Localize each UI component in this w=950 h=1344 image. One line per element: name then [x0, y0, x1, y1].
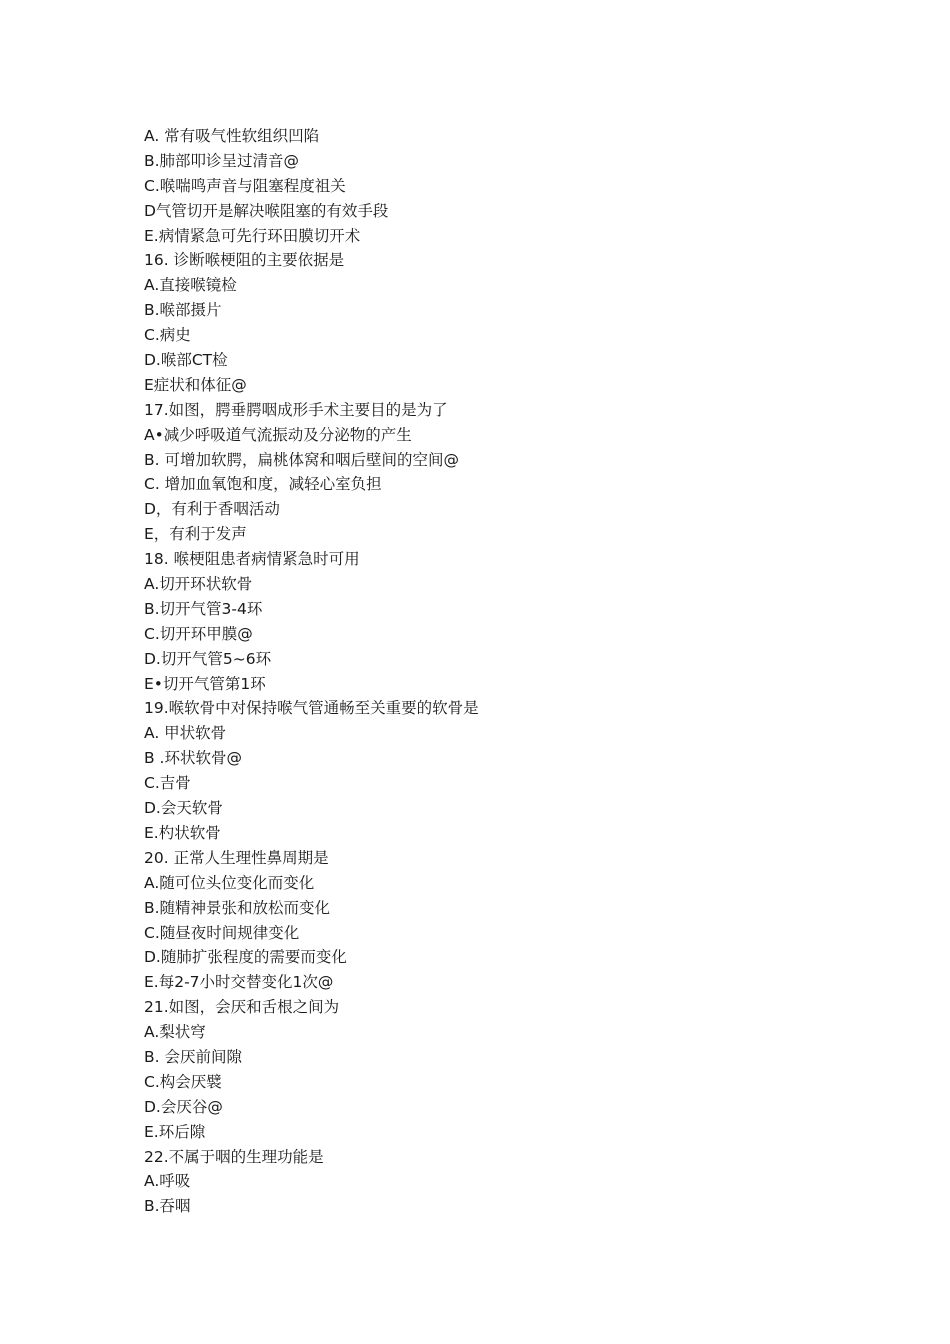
text-line: A. 常有吸气性软组织凹陷 — [144, 127, 320, 145]
text-line: D.随肺扩张程度的需要而变化 — [144, 948, 347, 967]
text-line: E症状和体征@ — [144, 375, 247, 394]
question-text-block — [144, 124, 844, 1219]
text-line: C.随昼夜时间规律变化 — [144, 923, 300, 942]
text-line: B.切开气管3-4环 — [144, 599, 263, 618]
text-line: B. 可增加软腭，扁桃体窝和咽后壁间的空间@ — [144, 450, 459, 469]
text-line: D.会厌谷@ — [144, 1097, 223, 1116]
text-line: A.切开环状软骨 — [144, 575, 253, 594]
question-heading: 17.如图，腭垂腭咽成形手术主要目的是为了 — [144, 400, 448, 419]
text-line: C.喉喘鸣声音与阻塞程度祖关 — [144, 176, 346, 195]
text-line: A.直接喉镜检 — [144, 276, 237, 295]
text-line: B.随精神景张和放松而变化 — [144, 898, 331, 917]
text-line: C.构会厌襞 — [144, 1072, 222, 1091]
text-line: A. 甲状软骨 — [144, 724, 227, 743]
text-line: E•切开气管第1环 — [144, 674, 266, 693]
text-line: D气管切开是解决喉阻塞的有效手段 — [144, 201, 389, 220]
text-line: D.切开气管5~6环 — [144, 649, 272, 668]
text-line: B.肺部叩诊呈过清音@ — [144, 151, 300, 170]
text-line: C. 增加血氧饱和度，减轻心室负担 — [144, 475, 382, 494]
question-heading: 21.如图，会厌和舌根之间为 — [144, 998, 340, 1017]
question-heading: 19.喉软骨中对保持喉气管通畅至关重要的软骨是 — [144, 699, 479, 718]
question-heading: 22.不属于咽的生理功能是 — [144, 1147, 324, 1166]
text-line: E.杓状软骨 — [144, 823, 221, 842]
text-line: E.环后隙 — [144, 1122, 206, 1141]
text-line: C.病史 — [144, 326, 191, 345]
question-heading: 16. 诊断喉梗阻的主要依据是 — [144, 251, 345, 270]
text-line: D.会天软骨 — [144, 799, 223, 818]
text-line: C.吉骨 — [144, 774, 191, 793]
question-heading: 18. 喉梗阻患者病情紧急时可用 — [144, 550, 360, 569]
text-line: E.每2-7小时交替变化1次@ — [144, 973, 334, 992]
text-line: C.切开环甲膜@ — [144, 624, 253, 643]
question-heading: 20. 正常人生理性鼻周期是 — [144, 848, 329, 867]
text-line: A.梨状穹 — [144, 1023, 206, 1042]
text-line: A.呼吸 — [144, 1172, 191, 1191]
text-line: A.随可位头位变化而变化 — [144, 873, 315, 892]
text-line: B.喉部摄片 — [144, 301, 222, 320]
text-line: D.喉部CT检 — [144, 351, 228, 370]
text-line: B.吞咽 — [144, 1197, 191, 1216]
text-line: E，有利于发声 — [144, 525, 247, 544]
text-line: A•减少呼吸道气流振动及分泌物的产生 — [144, 425, 412, 444]
text-line: B. 会厌前间隙 — [144, 1047, 242, 1066]
text-line: B .环状软骨@ — [144, 749, 242, 768]
text-line: E.病情紧急可先行环田膜切开术 — [144, 226, 361, 245]
text-line: D，有利于香咽活动 — [144, 500, 280, 519]
